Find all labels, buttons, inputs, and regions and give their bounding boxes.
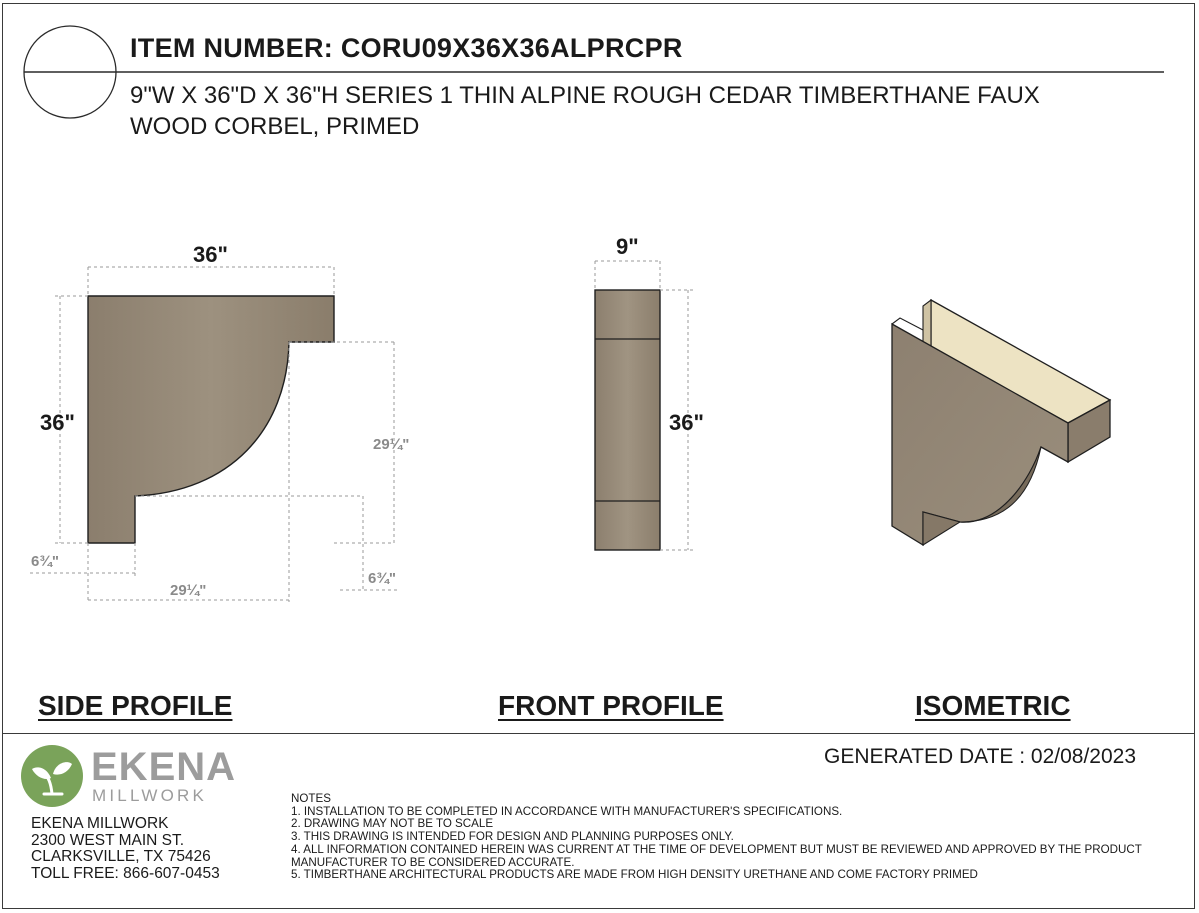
note-item: 1. INSTALLATION TO BE COMPLETED IN ACCORDANCE WITH MANUFACTURER'S SPECIFICATIONS.	[291, 804, 843, 818]
front-profile-label: FRONT PROFILE	[498, 690, 724, 721]
front-height-dim: 36"	[669, 410, 704, 435]
side-left-offset-dim: 6¾"	[31, 553, 59, 570]
address-line: 2300 WEST MAIN ST.	[31, 831, 185, 849]
product-description: 9"W X 36"D X 36"H SERIES 1 THIN ALPINE ROUGH CEDAR TIMBERTHANE FAUX WOOD CORBEL, PRIMED	[130, 82, 1040, 140]
side-inner-height-dim: 29¼"	[373, 436, 410, 453]
note-item: 3. THIS DRAWING IS INTENDED FOR DESIGN AND PLANNING PURPOSES ONLY.	[291, 830, 734, 844]
side-profile-label: SIDE PROFILE	[38, 690, 233, 721]
isometric-drawing	[880, 290, 1120, 560]
address-line: EKENA MILLWORK	[31, 815, 169, 832]
company-address	[31, 816, 220, 882]
side-height-dim: 36"	[40, 410, 75, 435]
address-line: CLARKSVILLE, TX 75426	[31, 848, 211, 866]
side-inner-width-dim: 29¼"	[170, 582, 207, 599]
front-profile-shape	[595, 290, 660, 550]
note-item: 5. TIMBERTHANE ARCHITECTURAL PRODUCTS ARE MADE FROM HIGH DENSITY URETHANE AND COME FACTORY PRIMED	[291, 868, 978, 882]
leaf-logo-icon	[20, 744, 84, 808]
side-bottom-offset-dim: 6¾"	[368, 570, 396, 587]
note-item: 4. ALL INFORMATION CONTAINED HEREIN WAS CURRENT AT THE TIME OF DEVELOPMENT BUT MUST BE REVIEWED AND APPROVED BY THE PRODUCT MANUFACTURER TO BE CONSIDERED ACCURATE.	[291, 842, 1142, 869]
side-width-dim: 36"	[193, 242, 228, 267]
isometric-label: ISOMETRIC	[915, 690, 1071, 721]
item-number: ITEM NUMBER: CORU09X36X36ALPRCPR	[130, 33, 683, 63]
generated-date: GENERATED DATE : 02/08/2023	[824, 745, 1137, 768]
brand-subtitle: MILLWORK	[92, 786, 208, 805]
front-width-dim: 9"	[616, 234, 639, 259]
front-profile-drawing	[560, 250, 720, 560]
footer-divider	[2, 733, 1195, 734]
notes-title: NOTES	[291, 792, 331, 805]
brand-name: EKENA	[91, 745, 237, 789]
notes-block	[291, 793, 1181, 882]
side-profile-shape	[88, 296, 334, 543]
note-item: 2. DRAWING MAY NOT BE TO SCALE	[291, 817, 494, 831]
address-line: TOLL FREE: 866-607-0453	[31, 864, 220, 882]
